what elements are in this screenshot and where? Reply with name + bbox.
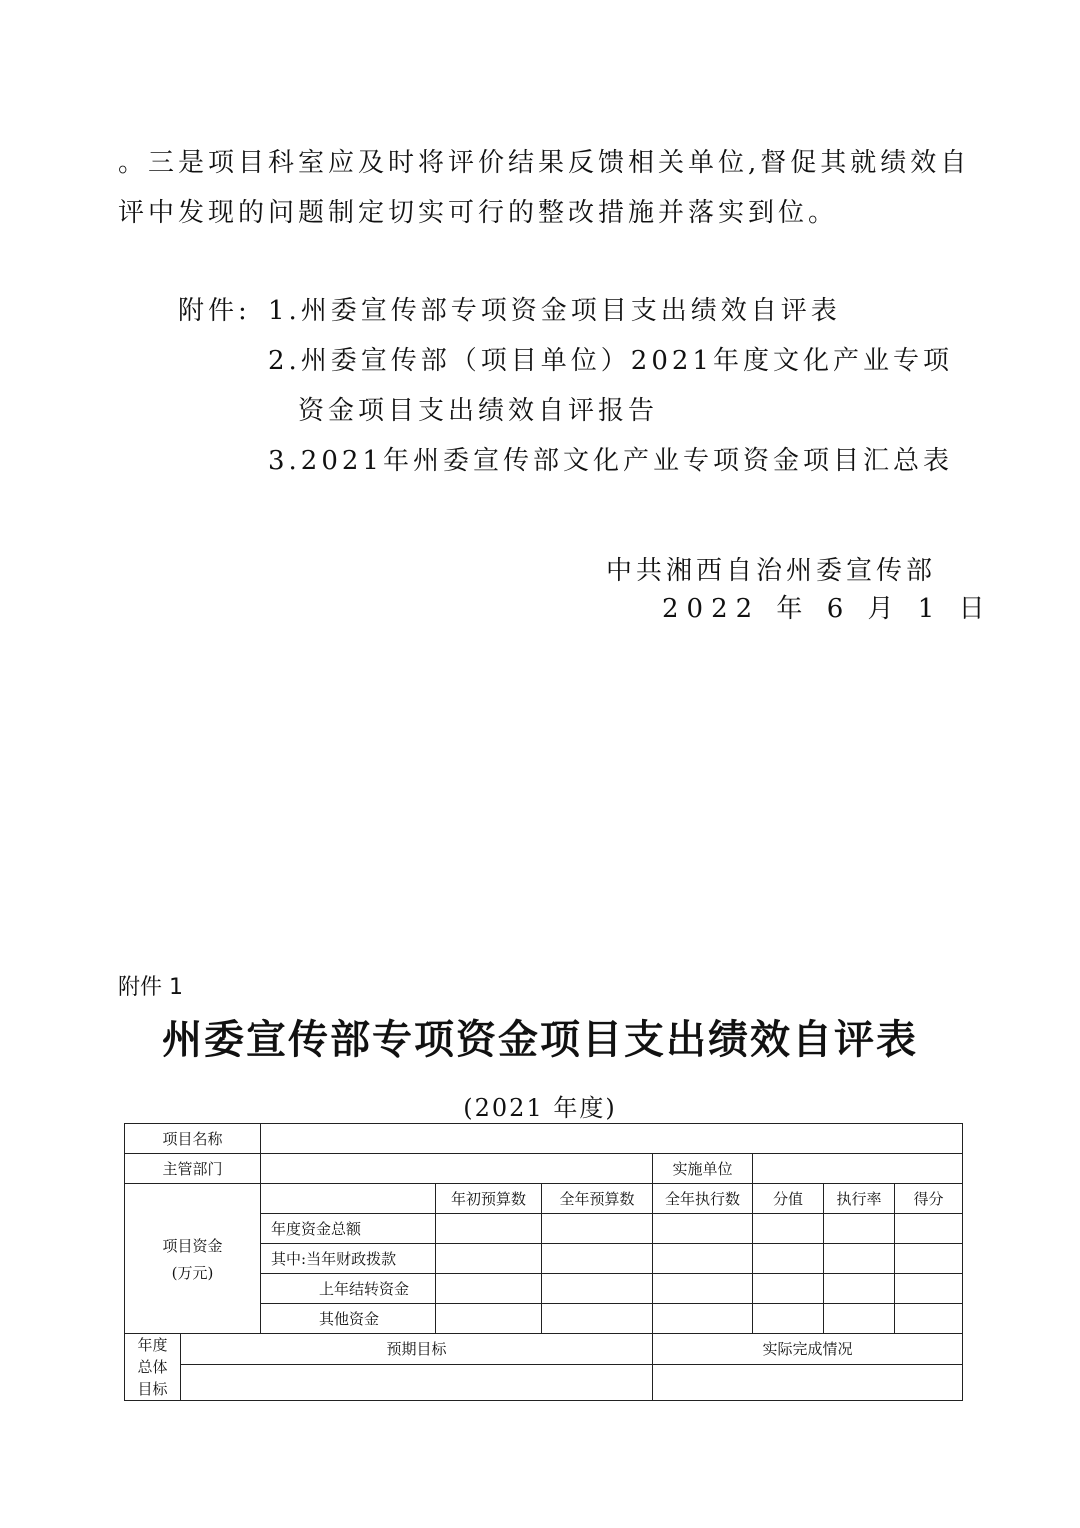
annual-goal-label <box>125 1334 181 1401</box>
data-cell[interactable] <box>895 1214 963 1244</box>
attachment-item-2-line-1: 2.州委宣传部（项目单位）2021年度文化产业专项 <box>268 346 953 376</box>
col-header: 全年预算数 <box>542 1184 653 1214</box>
data-cell[interactable] <box>542 1274 653 1304</box>
annex-label: 附件 1 <box>118 975 183 1000</box>
table-row <box>125 1124 963 1154</box>
funds-label-line-1: 项目资金 <box>162 1236 223 1255</box>
data-cell[interactable] <box>436 1214 542 1244</box>
dept-cell[interactable] <box>261 1154 653 1184</box>
funds-header-blank <box>261 1184 436 1214</box>
attachments-label: 附件: <box>178 296 251 326</box>
annual-goal-line-1: 年度 <box>137 1336 168 1354</box>
table-row <box>125 1334 963 1365</box>
data-cell[interactable] <box>436 1304 542 1334</box>
data-cell[interactable] <box>653 1244 753 1274</box>
row-label: 其他资金 <box>261 1304 436 1334</box>
data-cell[interactable] <box>895 1274 963 1304</box>
attachment-item-3: 3.2021年州委宣传部文化产业专项资金项目汇总表 <box>268 446 953 476</box>
data-cell[interactable] <box>824 1304 895 1334</box>
impl-unit-label: 实施单位 <box>653 1154 753 1184</box>
data-cell[interactable] <box>753 1244 824 1274</box>
data-cell[interactable] <box>824 1244 895 1274</box>
data-cell[interactable] <box>895 1244 963 1274</box>
table-row <box>125 1364 963 1400</box>
col-header: 执行率 <box>824 1184 895 1214</box>
attachment-item-2-line-2: 资金项目支出绩效自评报告 <box>298 396 659 426</box>
data-cell[interactable] <box>753 1304 824 1334</box>
data-cell[interactable] <box>753 1274 824 1304</box>
attachment-item-1: 1.州委宣传部专项资金项目支出绩效自评表 <box>268 296 841 326</box>
annual-goal-line-2: 总体 <box>137 1358 168 1376</box>
col-header: 得分 <box>895 1184 963 1214</box>
funds-label <box>125 1184 261 1334</box>
evaluation-table <box>124 1123 963 1401</box>
row-label: 上年结转资金 <box>261 1274 436 1304</box>
body-paragraph-line-1: 。三是项目科室应及时将评价结果反馈相关单位,督促其就绩效自 <box>118 148 971 178</box>
data-cell[interactable] <box>653 1304 753 1334</box>
col-header: 分值 <box>753 1184 824 1214</box>
expected-goal-header: 预期目标 <box>181 1334 653 1365</box>
col-header: 全年执行数 <box>653 1184 753 1214</box>
data-cell[interactable] <box>653 1214 753 1244</box>
data-cell[interactable] <box>824 1274 895 1304</box>
data-cell[interactable] <box>542 1304 653 1334</box>
form-year: (2021 年度) <box>463 1094 617 1122</box>
data-cell[interactable] <box>653 1274 753 1304</box>
annual-goal-line-3: 目标 <box>137 1380 168 1398</box>
data-cell[interactable] <box>542 1244 653 1274</box>
impl-unit-cell[interactable] <box>753 1154 963 1184</box>
data-cell[interactable] <box>436 1274 542 1304</box>
table-row <box>125 1154 963 1184</box>
body-paragraph-line-2: 评中发现的问题制定切实可行的整改措施并落实到位。 <box>118 198 839 228</box>
dept-label: 主管部门 <box>125 1154 261 1184</box>
project-name-cell[interactable] <box>261 1124 963 1154</box>
project-name-label: 项目名称 <box>125 1124 261 1154</box>
expected-goal-cell[interactable] <box>181 1364 653 1400</box>
data-cell[interactable] <box>824 1214 895 1244</box>
actual-completion-header: 实际完成情况 <box>653 1334 963 1365</box>
data-cell[interactable] <box>753 1214 824 1244</box>
data-cell[interactable] <box>895 1304 963 1334</box>
table-row <box>125 1184 963 1214</box>
funds-label-line-2: (万元) <box>171 1263 214 1282</box>
signature-organization: 中共湘西自治州委宣传部 <box>606 556 937 586</box>
col-header: 年初预算数 <box>436 1184 542 1214</box>
data-cell[interactable] <box>436 1244 542 1274</box>
actual-completion-cell[interactable] <box>653 1364 963 1400</box>
data-cell[interactable] <box>542 1214 653 1244</box>
row-label: 其中:当年财政拨款 <box>261 1244 436 1274</box>
signature-date: 2022 年 6 月 1 日 <box>662 594 993 624</box>
row-label: 年度资金总额 <box>261 1214 436 1244</box>
form-title: 州委宣传部专项资金项目支出绩效自评表 <box>162 1017 918 1063</box>
